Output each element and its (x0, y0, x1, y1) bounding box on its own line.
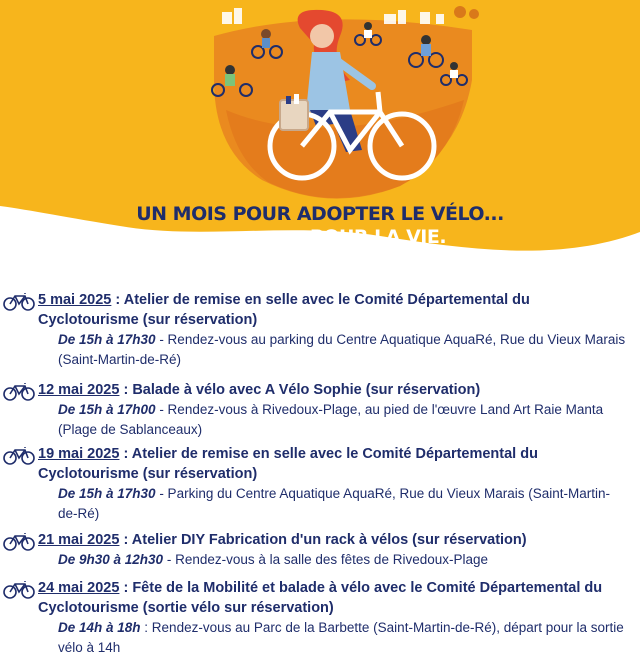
event-heading (38, 444, 640, 484)
bicycle-icon (3, 581, 35, 599)
event-item (0, 380, 640, 440)
event-item (0, 290, 640, 370)
event-title: : Atelier de remise en selle avec le Comité Départemental du Cyclotourisme (sur réservation) (38, 292, 530, 328)
bicycle-icon (3, 383, 35, 401)
bicycle-icon (3, 293, 35, 311)
event-detail (38, 484, 640, 524)
slogan-line-2: POUR LA VIE. (309, 226, 447, 248)
slogan-line-1: UN MOIS POUR ADOPTER LE VÉLO... (136, 203, 504, 225)
bicycle-icon (3, 447, 35, 465)
event-list (0, 290, 640, 670)
event-heading (38, 380, 640, 400)
event-location: - Rendez-vous à Rivedoux-Plage, au pied de l'œuvre Land Art Raie Manta (Plage de Sablanceaux) (58, 402, 604, 437)
event-detail (38, 618, 640, 658)
event-detail (38, 330, 640, 370)
bicycle-icon (3, 533, 35, 551)
event-location: : Rendez-vous au Parc de la Barbette (Saint-Martin-de-Ré), départ pour la sortie vélo à 14h (58, 620, 624, 655)
event-item (0, 578, 640, 658)
event-time: De 15h à 17h30 (58, 486, 156, 501)
event-time: De 15h à 17h00 (58, 402, 156, 417)
event-title: : Balade à vélo avec A Vélo Sophie (sur réservation) (119, 382, 481, 398)
event-date: 5 mai 2025 (38, 292, 112, 308)
event-item (0, 444, 640, 524)
event-location: - Rendez-vous au parking du Centre Aquatique AquaRé, Rue du Vieux Marais (Saint-Martin-de-Ré) (58, 332, 626, 367)
event-time: De 15h à 17h30 (58, 332, 156, 347)
event-location: - Rendez-vous à la salle des fêtes de Rivedoux-Plage (163, 552, 489, 567)
event-detail (38, 400, 640, 440)
event-title: : Atelier de remise en selle avec le Comité Départemental du Cyclotourisme (sur réservation) (38, 446, 538, 482)
event-title: : Atelier DIY Fabrication d'un rack à vélos (sur réservation) (119, 532, 527, 548)
event-date: 21 mai 2025 (38, 532, 120, 548)
event-heading (38, 290, 640, 330)
event-title: : Fête de la Mobilité et balade à vélo avec le Comité Départemental du Cyclotourisme (sortie vélo sur réservation) (38, 580, 603, 616)
event-heading (38, 530, 640, 550)
event-detail (38, 550, 640, 570)
event-date: 12 mai 2025 (38, 382, 120, 398)
event-location: - Parking du Centre Aquatique AquaRé, Rue du Vieux Marais (Saint-Martin-de-Ré) (58, 486, 611, 521)
event-date: 24 mai 2025 (38, 580, 120, 596)
event-time: De 14h à 18h (58, 620, 141, 635)
event-date: 19 mai 2025 (38, 446, 120, 462)
event-heading (38, 578, 640, 618)
event-time: De 9h30 à 12h30 (58, 552, 164, 567)
event-item (0, 530, 640, 570)
